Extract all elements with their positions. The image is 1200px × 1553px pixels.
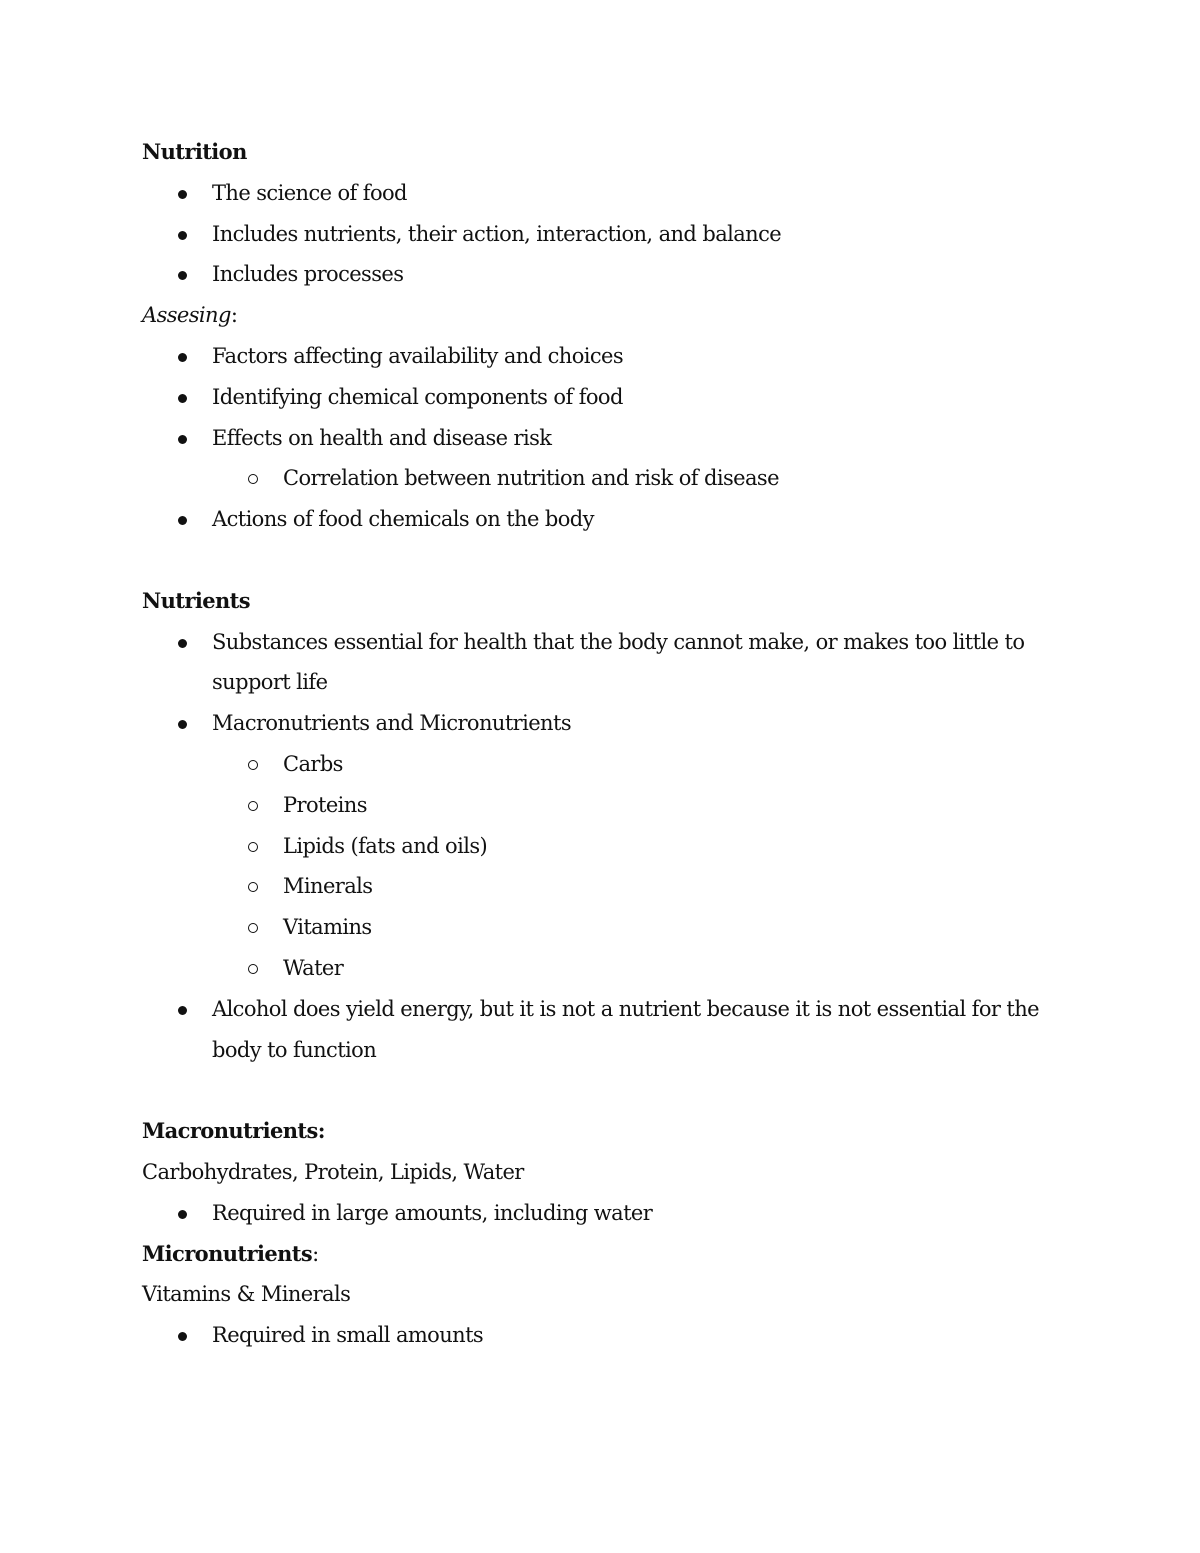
- list-item: Actions of food chemicals on the body: [142, 499, 1072, 540]
- circle-bullet-icon: [248, 964, 258, 974]
- sub-list-item: Water: [142, 948, 1072, 989]
- nutrients-heading: Nutrients: [142, 587, 250, 613]
- bullet-icon: [178, 1210, 187, 1219]
- list-item: Required in large amounts, including water: [142, 1193, 1072, 1234]
- bullet-icon: [178, 394, 187, 403]
- assessing-list: [142, 336, 1072, 458]
- micronutrients-heading: Micronutrients:: [142, 1240, 319, 1266]
- bullet-icon: [178, 435, 187, 444]
- assessing-sub-list: [142, 458, 1072, 499]
- macronutrients-heading: Macronutrients:: [142, 1118, 325, 1144]
- list-item: Factors affecting availability and choices: [142, 336, 1072, 377]
- sub-list-item: Minerals: [142, 866, 1072, 907]
- circle-bullet-icon: [248, 801, 258, 811]
- circle-bullet-icon: [248, 474, 258, 484]
- list-item: Includes processes: [142, 254, 1072, 295]
- list-item: Alcohol does yield energy, but it is not a nutrient because it is not essential for the body to function: [142, 989, 1082, 1071]
- assessing-label: Assesing:: [142, 303, 238, 328]
- bullet-icon: [178, 190, 187, 199]
- circle-bullet-icon: [248, 923, 258, 933]
- nutrition-heading: Nutrition: [142, 139, 247, 164]
- circle-bullet-icon: [248, 842, 258, 852]
- bullet-icon: [178, 639, 187, 648]
- sub-list-item: Lipids (fats and oils): [142, 826, 1072, 867]
- assessing-list-continued: [142, 499, 1072, 540]
- document-page: [142, 132, 1072, 1356]
- circle-bullet-icon: [248, 882, 258, 892]
- sub-list-item: Vitamins: [142, 907, 1072, 948]
- nutrition-list: [142, 173, 1072, 295]
- macronutrients-text: Carbohydrates, Protein, Lipids, Water: [142, 1159, 524, 1184]
- list-item: The science of food: [142, 173, 1072, 214]
- micronutrients-text: Vitamins & Minerals: [142, 1282, 351, 1307]
- list-item: Macronutrients and Micronutrients: [142, 703, 1072, 744]
- list-item: Required in small amounts: [142, 1315, 1072, 1356]
- bullet-icon: [178, 271, 187, 280]
- spacer: [142, 1070, 1072, 1111]
- bullet-icon: [178, 516, 187, 525]
- sub-list-item: Carbs: [142, 744, 1072, 785]
- list-item: Identifying chemical components of food: [142, 377, 1072, 418]
- macronutrients-list: [142, 1193, 1072, 1234]
- nutrients-sub-list: [142, 744, 1072, 989]
- sub-list-item: Correlation between nutrition and risk of disease: [142, 458, 1072, 499]
- bullet-icon: [178, 720, 187, 729]
- bullet-icon: [178, 1332, 187, 1341]
- circle-bullet-icon: [248, 760, 258, 770]
- spacer: [142, 540, 1072, 581]
- list-item: Includes nutrients, their action, interaction, and balance: [142, 214, 1072, 255]
- bullet-icon: [178, 353, 187, 362]
- sub-list-item: Proteins: [142, 785, 1072, 826]
- nutrients-list: [142, 622, 1072, 744]
- list-item: Substances essential for health that the body cannot make, or makes too little to support life: [142, 622, 1072, 704]
- bullet-icon: [178, 231, 187, 240]
- bullet-icon: [178, 1006, 187, 1015]
- nutrients-list-continued: [142, 989, 1072, 1071]
- list-item: Effects on health and disease risk: [142, 418, 1072, 459]
- micronutrients-list: [142, 1315, 1072, 1356]
